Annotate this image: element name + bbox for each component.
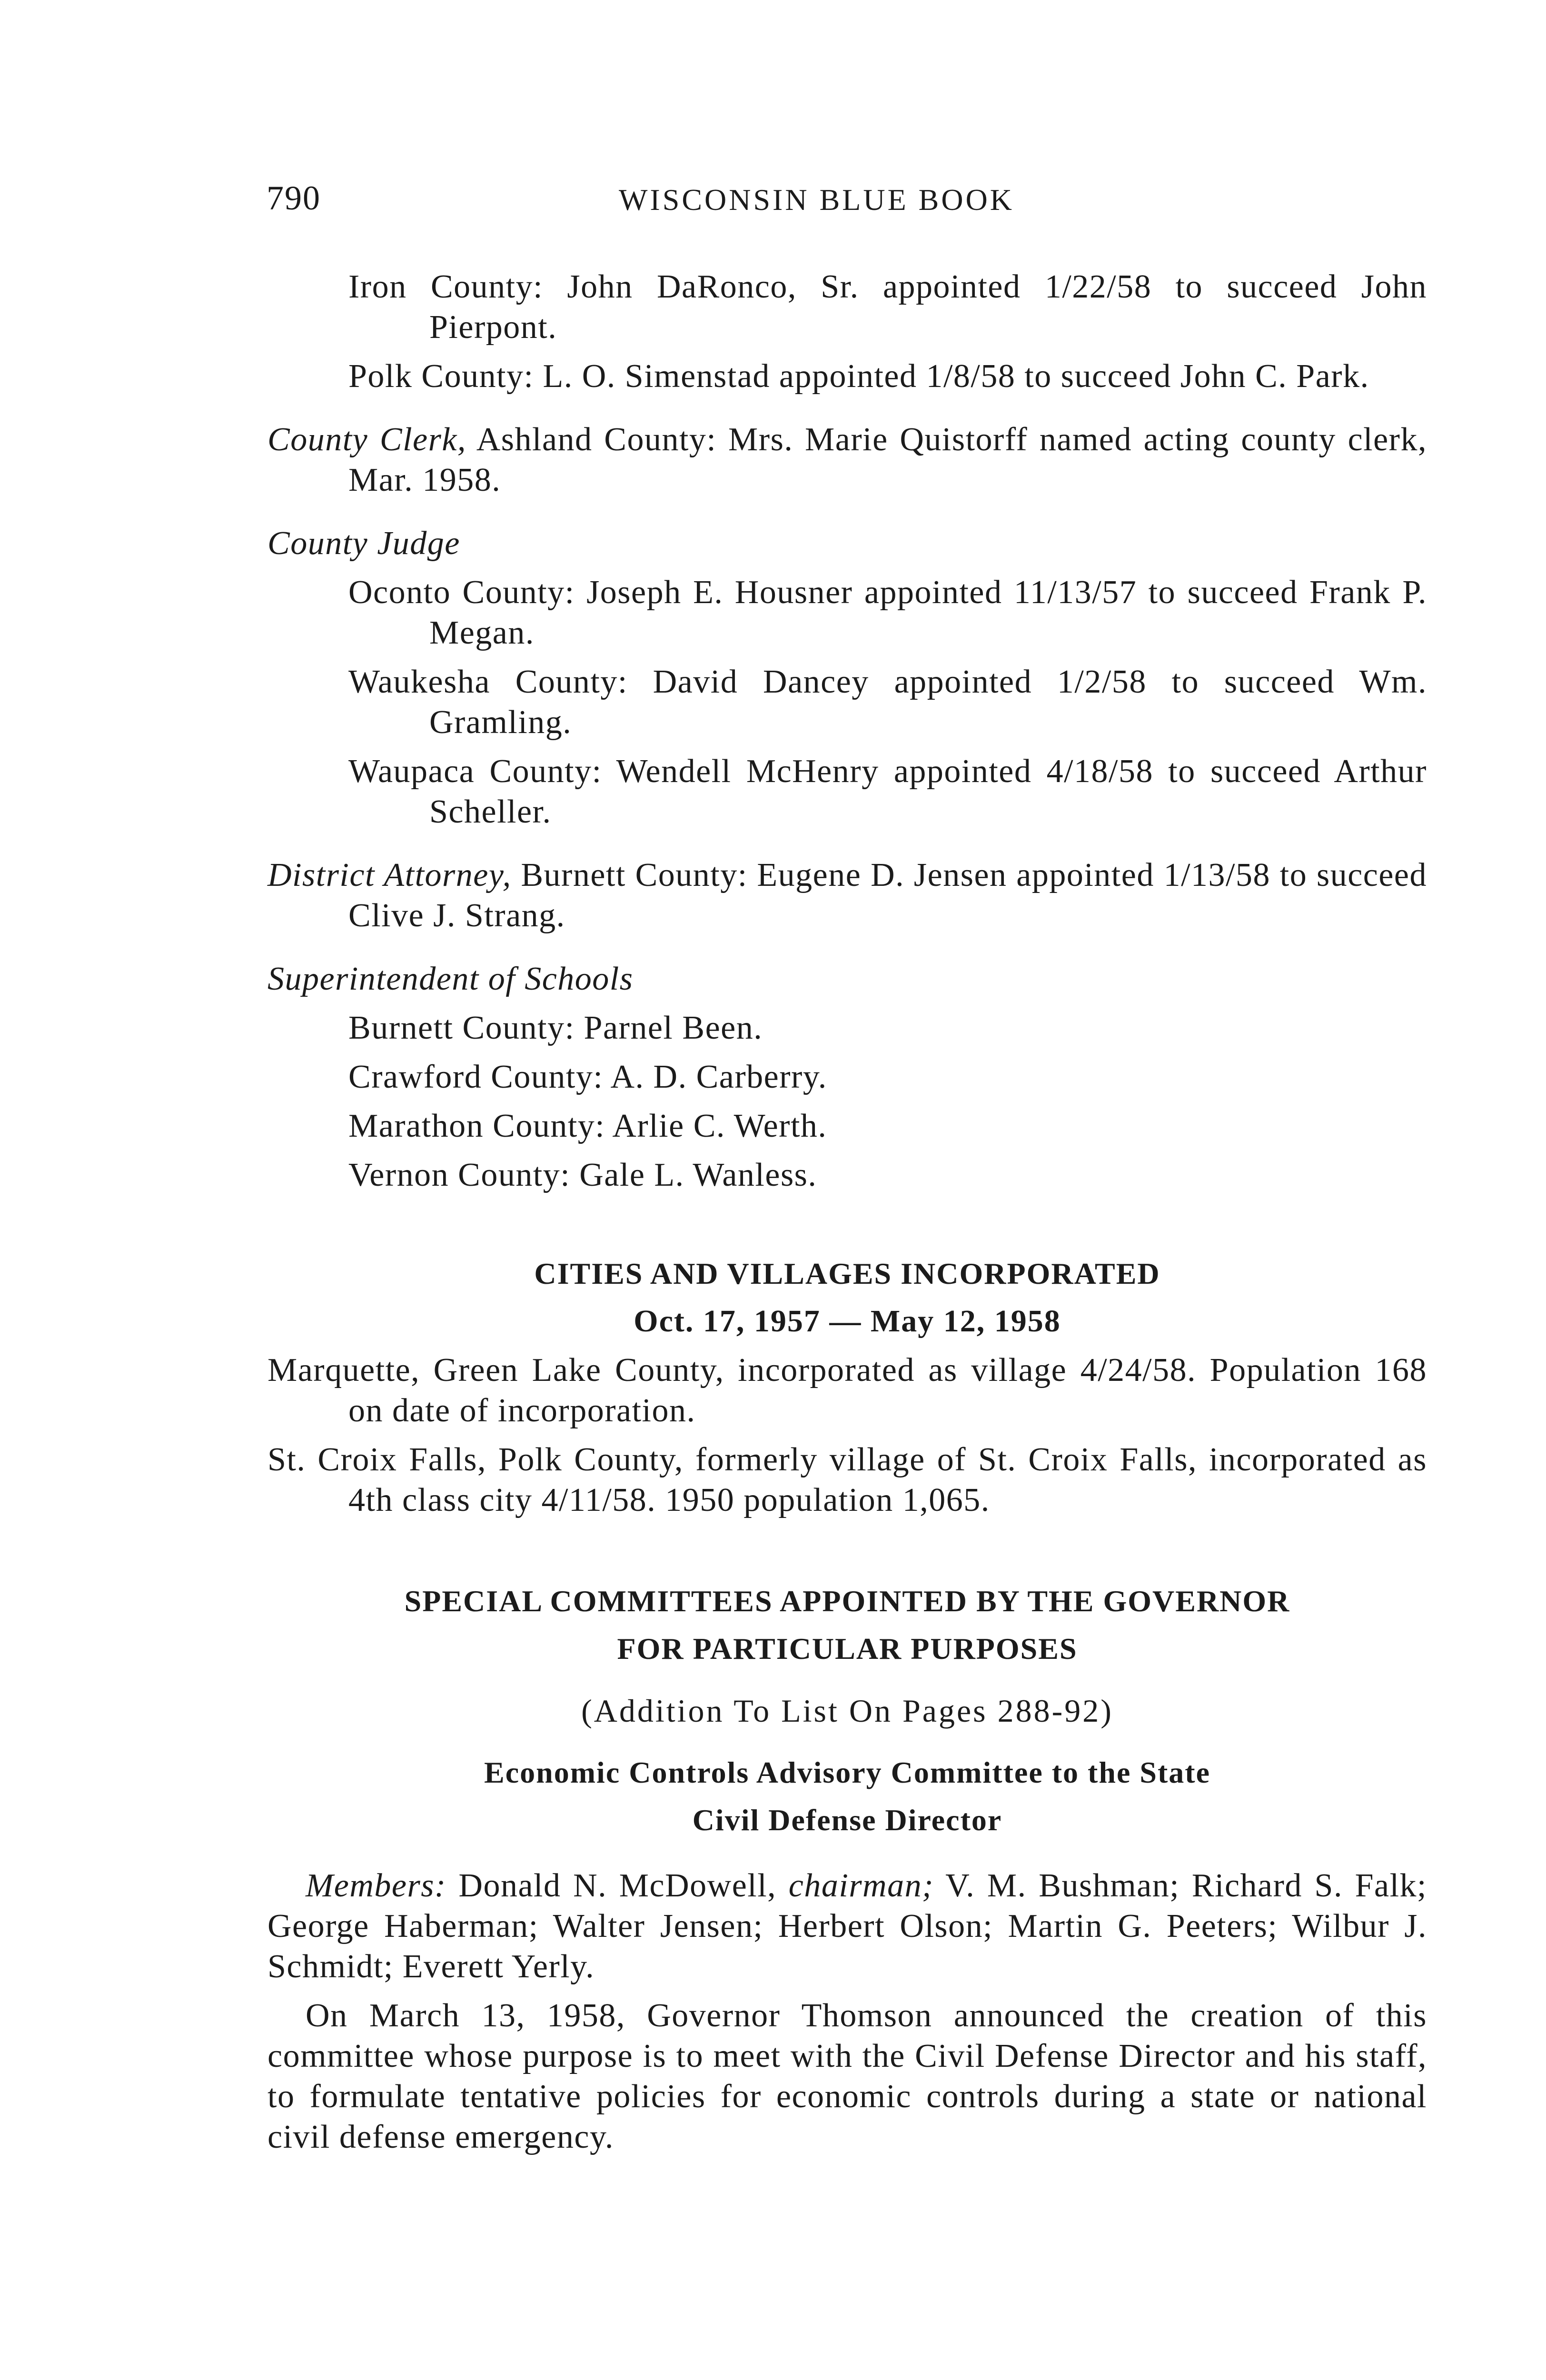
district-attorney-label: District Attorney, (268, 857, 512, 893)
committee-description: On March 13, 1958, Governor Thomson announced the creation of this committee whose purpose is to meet with the Civil Defense Director and his staff, to formulate tentative policies for economic controls during a state or national civil defense emergency. (268, 1997, 1427, 2155)
marquette-entry: Marquette, Green Lake County, incorporated as village 4/24/58. Population 168 on date of incorporation. (268, 1352, 1427, 1429)
iron-county-entry: Iron County: John DaRonco, Sr. appointed 1/22/58 to succeed John Pierpont. (348, 268, 1427, 346)
committees-heading-line2: FOR PARTICULAR PURPOSES (617, 1632, 1078, 1666)
waukesha-county-entry: Waukesha County: David Dancey appointed 1/2/58 to succeed Wm. Gramling. (348, 664, 1427, 741)
members-label: Members: (306, 1867, 446, 1904)
county-judge-label: County Judge (268, 525, 460, 562)
page-number: 790 (267, 179, 321, 217)
running-title: WISCONSIN BLUE BOOK (619, 183, 1014, 217)
page-body (268, 267, 1427, 2157)
waupaca-county-entry: Waupaca County: Wendell McHenry appointed 4/18/58 to succeed Arthur Scheller. (348, 753, 1427, 830)
page-header (267, 178, 1428, 231)
committees-heading-line1: SPECIAL COMMITTEES APPOINTED BY THE GOVERNOR (404, 1584, 1290, 1618)
cities-dates: Oct. 17, 1957 — May 12, 1958 (634, 1304, 1061, 1339)
polk-county-entry: Polk County: L. O. Simenstad appointed 1/8/58 to succeed John C. Park. (348, 358, 1369, 395)
st-croix-falls-entry: St. Croix Falls, Polk County, formerly village of St. Croix Falls, incorporated as 4th class city 4/11/58. 1950 population 1,065. (268, 1441, 1427, 1518)
county-clerk-text: Ashland County: Mrs. Marie Quistorff named acting county clerk, Mar. 1958. (348, 421, 1427, 498)
committee-name-line2: Civil Defense Director (692, 1803, 1002, 1837)
supt-vernon-entry: Vernon County: Gale L. Wanless. (348, 1157, 817, 1193)
cities-heading: CITIES AND VILLAGES INCORPORATED (534, 1257, 1160, 1290)
district-attorney-entry (268, 855, 1427, 936)
oconto-county-entry: Oconto County: Joseph E. Housner appointed 11/13/57 to succeed Frank P. Megan. (348, 574, 1427, 651)
supt-marathon-entry: Marathon County: Arlie C. Werth. (348, 1108, 827, 1144)
addition-note: (Addition To List On Pages 288-92) (581, 1693, 1113, 1729)
supt-burnett-entry: Burnett County: Parnel Been. (348, 1010, 763, 1046)
superintendent-label: Superintendent of Schools (268, 961, 634, 997)
committee-name-line1: Economic Controls Advisory Committee to the State (484, 1755, 1210, 1789)
supt-crawford-entry: Crawford County: A. D. Carberry. (348, 1059, 827, 1095)
county-clerk-entry (268, 419, 1427, 500)
county-clerk-label: County Clerk, (268, 421, 466, 458)
committee-members: Members: Donald N. McDowell, chairman; V. M. Bushman; Richard S. Falk; George Haberman; Walter Jensen; Herbert Olson; Martin G. Peeters; Wilbur J. Schmidt; Everett Yerly. (268, 1867, 1427, 1985)
district-attorney-text: Burnett County: Eugene D. Jensen appointed 1/13/58 to succeed Clive J. Strang. (348, 857, 1427, 934)
chairman-label: chairman; (788, 1867, 934, 1904)
